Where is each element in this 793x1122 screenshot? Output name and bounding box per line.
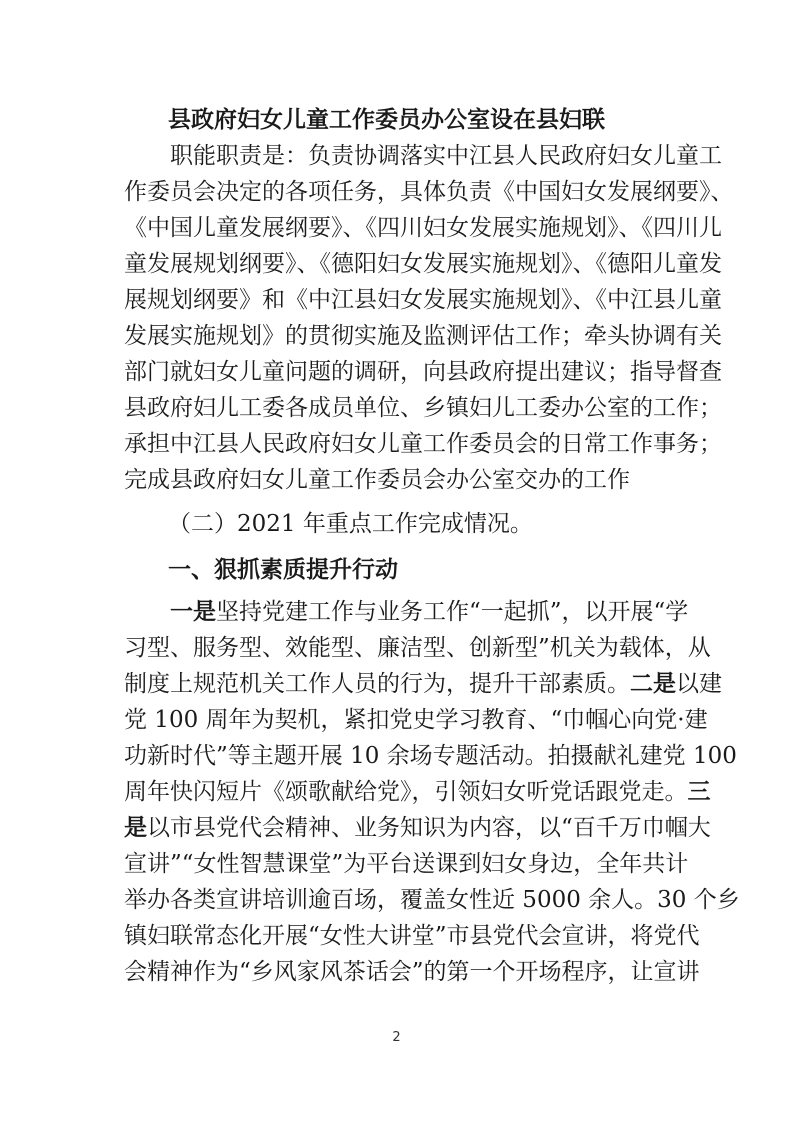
emphasis-text: 是 <box>124 814 147 841</box>
text-line: 职能职责是：负责协调落实中江县人民政府妇女儿童工 <box>170 143 722 169</box>
text-line <box>124 594 689 630</box>
text-line: 习型、服务型、效能型、廉洁型、创新型”机关为载体，从 <box>124 635 711 661</box>
inline-text: 以市县党代会精神、业务知识为内容，以“百千万巾帼大 <box>147 815 711 841</box>
text-line: 会精神作为“乡风家风茶话会”的第一个开场程序，让宣讲 <box>124 959 700 985</box>
subsection-title: （二）2021 年重点工作完成情况。 <box>168 511 533 537</box>
text-line: 完成县政府妇女儿童工作委员会办公室交办的工作 <box>124 467 630 493</box>
inline-text: 坚持党建工作与业务工作“一起抓”，以开展“学 <box>216 599 689 625</box>
text-line: 举办各类宣讲培训逾百场，覆盖女性近 5000 余人。30 个乡 <box>124 887 740 913</box>
text-line: 作委员会决定的各项任务，具体负责《中国妇女发展纲要》、 <box>124 179 734 205</box>
text-line: 《中国儿童发展纲要》、《四川妇女发展实施规划》、《四川儿 <box>124 215 722 241</box>
inline-text: 周年快闪短片《颂歌献给党》，引领妇女听党话跟党走。 <box>124 779 688 805</box>
inline-text: 以建 <box>676 671 722 697</box>
inline-text: 制度上规范机关工作人员的行为，提升干部素质。 <box>124 671 630 697</box>
heading-quality-improvement: 一、狠抓素质提升行动 <box>168 556 398 583</box>
text-line: 发展实施规划》的贯彻实施及监测评估工作；牵头协调有关 <box>124 323 722 349</box>
emphasis-text: 二是 <box>630 670 676 697</box>
text-line: 部门就妇女儿童问题的调研，向县政府提出建议；指导督查 <box>124 359 722 385</box>
text-line <box>124 774 711 810</box>
text-line: 童发展规划纲要》、《德阳妇女发展实施规划》、《德阳儿童发 <box>124 251 722 277</box>
text-line: 展规划纲要》和《中江县妇女发展实施规划》、《中江县儿童 <box>124 287 722 313</box>
text-line: 党 100 周年为契机，紧扣党史学习教育、“巾帼心向党·建 <box>124 707 708 733</box>
text-line: 县政府妇儿工委各成员单位、乡镇妇儿工委办公室的工作； <box>124 395 722 421</box>
text-line: 承担中江县人民政府妇女儿童工作委员会的日常工作事务； <box>124 431 722 457</box>
text-line: 镇妇联常态化开展“女性大讲堂”市县党代会宣讲，将党代 <box>124 923 700 949</box>
emphasis-text: 三 <box>687 778 711 805</box>
emphasis-text: 一是 <box>170 598 216 625</box>
body-paragraph <box>124 594 740 990</box>
section-title: 县政府妇女儿童工作委员办公室设在县妇联 <box>168 106 605 133</box>
text-line <box>124 666 722 702</box>
duties-paragraph <box>124 138 734 498</box>
text-line <box>124 810 711 846</box>
page-number: 2 <box>392 1030 401 1045</box>
text-line: 宣讲”“女性智慧课堂”为平台送课到妇女身边，全年共计 <box>124 851 689 877</box>
text-line: 功新时代”等主题开展 10 余场专题活动。拍摄献礼建党 100 <box>124 743 737 769</box>
